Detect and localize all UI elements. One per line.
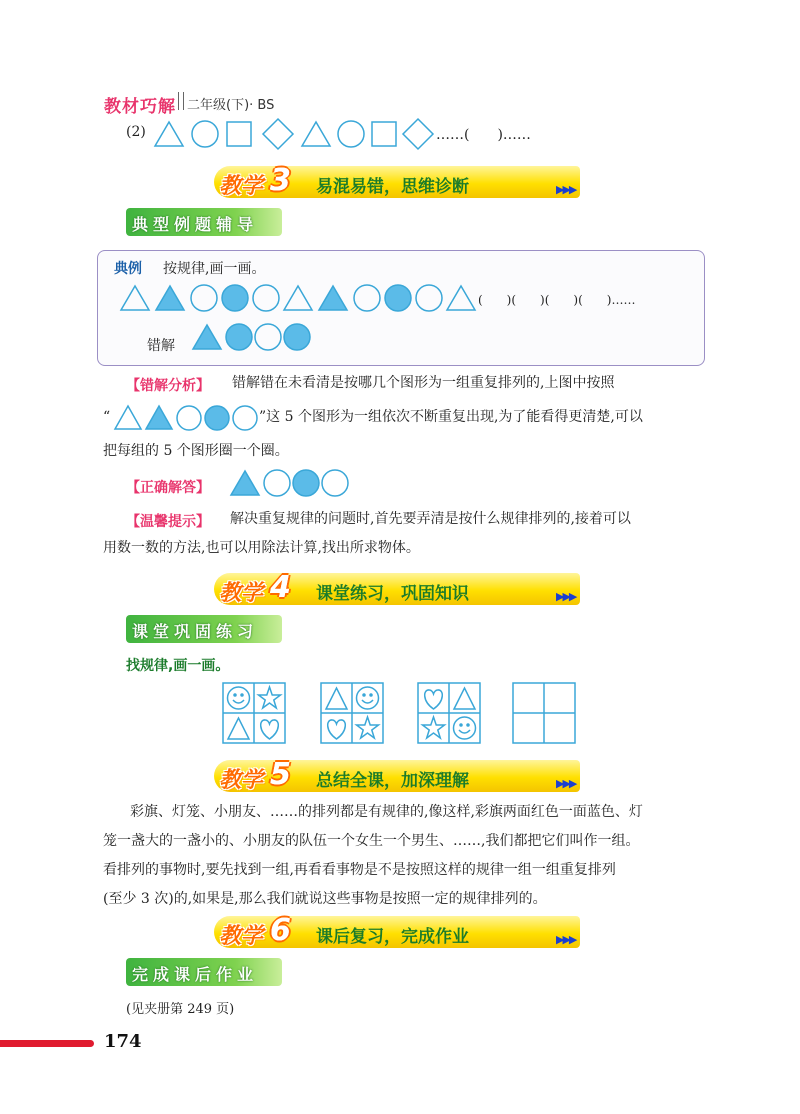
heart-icon [261, 720, 279, 739]
circle-shape [192, 121, 218, 147]
shape-sequence-2 [150, 116, 420, 150]
summary-line-2: 笼一盏大的一盏小的、小朋友的队伍一个女生一个男生、……,我们都把它们叫作一组。 [103, 833, 640, 849]
correct-answer-tag: 【正确解答】 [126, 480, 210, 496]
example-label: 典例 [114, 261, 142, 277]
triangle-filled-shape [156, 286, 184, 310]
diamond-shape [403, 119, 433, 149]
error-analysis-line-1: 错解错在未看清是按哪几个图形为一组重复排列的,上图中按照 [232, 375, 615, 391]
page-number: 174 [104, 1031, 142, 1052]
circle-filled-shape [385, 285, 411, 311]
section-4-title: 课堂练习，巩固知识 [316, 584, 469, 604]
book-grade: 二年级(下)· BS [187, 98, 275, 113]
triangle-filled-shape [193, 325, 221, 349]
section-4-number: 4 [270, 570, 291, 605]
correct-answer-shapes [228, 468, 352, 498]
item-label-2: (2) [126, 124, 146, 140]
practice-instruction: 找规律,画一画。 [126, 658, 230, 674]
circle-outline-shape [416, 285, 442, 311]
example-blanks: ( )( )( )( )…… [478, 293, 636, 307]
triangle-outline-shape [284, 286, 312, 310]
error-analysis-line-3: 把每组的 5 个图形圈一个圈。 [103, 443, 289, 459]
circle-outline-shape [253, 285, 279, 311]
example-prompt: 按规律,画一画。 [163, 261, 266, 277]
triangle-shape [155, 122, 183, 146]
star-icon [259, 687, 281, 708]
section-6-tag: 教学 [219, 924, 264, 949]
star-icon [357, 717, 379, 738]
example-shape-sequence [118, 282, 488, 314]
pattern-grid-2 [321, 683, 383, 743]
book-brand: 教材巧解 [104, 97, 176, 117]
arrows-icon: ▶▶▶ [556, 183, 576, 196]
smiley-icon [228, 687, 250, 709]
wrong-answer-shapes [190, 322, 314, 352]
circle-outline-shape [354, 285, 380, 311]
triangle-shape [302, 122, 330, 146]
smiley-icon [454, 717, 476, 739]
circle-outline-shape [322, 470, 348, 496]
circle-outline-shape [191, 285, 217, 311]
summary-line-4: (至少 3 次)的,如果是,那么我们就说这些事物是按照一定的规律排列的。 [103, 891, 547, 907]
circle-outline-shape [264, 470, 290, 496]
footer-bar [0, 1040, 94, 1047]
triangle-icon [228, 718, 249, 739]
heart-icon [328, 720, 346, 739]
section-3-title: 易混易错，思维诊断 [316, 177, 469, 197]
circle-filled-shape [222, 285, 248, 311]
error-analysis-tag: 【错解分析】 [126, 378, 210, 394]
triangle-filled-shape [146, 406, 172, 429]
open-quote: “ [103, 409, 111, 425]
subheading-4: 课堂巩固练习 [132, 622, 259, 641]
arrows-icon: ▶▶▶ [556, 777, 576, 790]
heart-icon [425, 690, 443, 709]
triangle-filled-shape [319, 286, 347, 310]
pattern-grid-answer [513, 683, 575, 743]
pattern-grids [222, 682, 578, 744]
section-6-title: 课后复习，完成作业 [316, 927, 469, 947]
tip-tag: 【温馨提示】 [126, 514, 210, 530]
homework-reference: (见夹册第 249 页) [126, 1002, 235, 1017]
header-separator [178, 92, 184, 110]
circle-shape [338, 121, 364, 147]
triangle-icon [454, 688, 475, 709]
answer-blank-2: ……( )…… [436, 127, 531, 143]
error-analysis-line-2: ”这 5 个图形为一组依次不断重复出现,为了能看得更清楚,可以 [259, 409, 643, 425]
circle-outline-shape [177, 406, 201, 430]
circle-outline-shape [255, 324, 281, 350]
wrong-answer-label: 错解 [147, 338, 175, 354]
subheading-3: 典型例题辅导 [132, 215, 259, 234]
triangle-outline-shape [121, 286, 149, 310]
tip-line-1: 解决重复规律的问题时,首先要弄清是按什么规律排列的,接着可以 [230, 511, 631, 527]
section-3-tag: 教学 [219, 174, 264, 199]
square-shape [372, 122, 396, 146]
diamond-shape [263, 119, 293, 149]
group-of-five-shapes [112, 402, 262, 432]
section-6-number: 6 [270, 913, 291, 948]
triangle-outline-shape [447, 286, 475, 310]
arrows-icon: ▶▶▶ [556, 933, 576, 946]
subheading-6: 完成课后作业 [132, 965, 259, 984]
circle-filled-shape [284, 324, 310, 350]
triangle-outline-shape [115, 406, 141, 429]
square-shape [227, 122, 251, 146]
summary-line-3: 看排列的事物时,要先找到一组,再看看事物是不是按照这样的规律一组一组重复排列 [103, 862, 616, 878]
circle-filled-shape [293, 470, 319, 496]
tip-line-2: 用数一数的方法,也可以用除法计算,找出所求物体。 [103, 540, 420, 556]
section-3-number: 3 [270, 163, 291, 198]
pattern-grid-1 [223, 683, 285, 743]
circle-outline-shape [233, 406, 257, 430]
triangle-filled-shape [231, 471, 259, 495]
section-5-number: 5 [270, 757, 291, 792]
star-icon [423, 717, 445, 738]
section-5-title: 总结全课，加深理解 [316, 771, 469, 791]
section-4-tag: 教学 [219, 581, 264, 606]
pattern-grid-3 [418, 683, 480, 743]
arrows-icon: ▶▶▶ [556, 590, 576, 603]
summary-line-1: 彩旗、灯笼、小朋友、……的排列都是有规律的,像这样,彩旗两面红色一面蓝色、灯 [130, 804, 643, 820]
section-5-tag: 教学 [219, 768, 264, 793]
circle-filled-shape [226, 324, 252, 350]
circle-filled-shape [205, 406, 229, 430]
smiley-icon [357, 687, 379, 709]
triangle-icon [326, 688, 347, 709]
